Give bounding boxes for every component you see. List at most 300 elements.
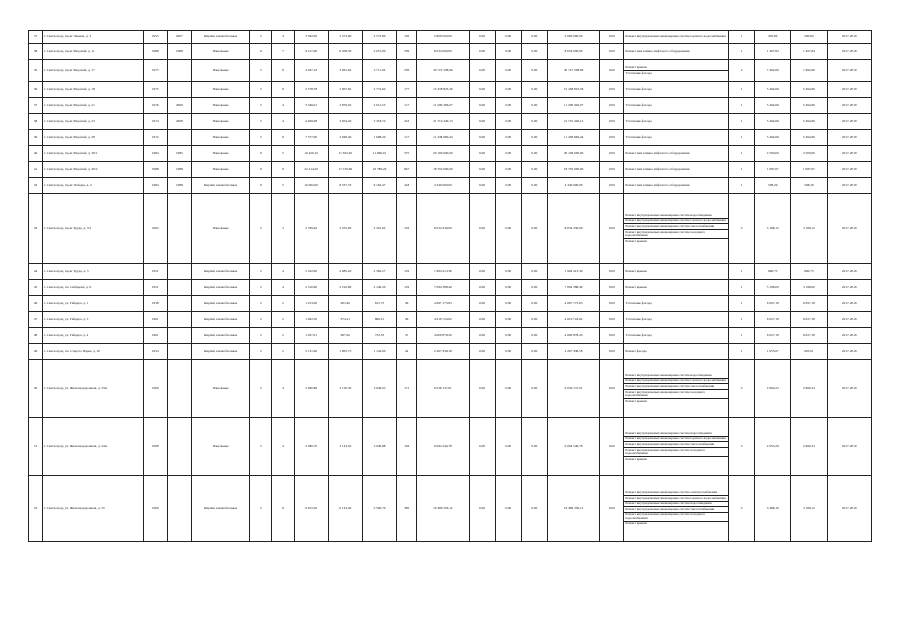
floors-cell: 2 [250,280,272,296]
total-cost-cell: 8 034 439,09 [417,194,469,264]
address-cell: г. Светлоград, пл. Сибирова, д. 9 [43,280,144,296]
deadline-cell: 2017-2019 [827,31,871,44]
total-cost-cell: 2 267 438,18 [417,344,469,360]
total-area-cell: 3 346,01 [294,98,328,114]
table-row [29,280,872,296]
work-item: Ремонт фасада [625,348,647,353]
total-area-cell: 9 417,00 [294,44,328,60]
total-area-cell: 3 490,86 [294,360,328,418]
total-area-cell: 2 310,60 [294,280,328,296]
table-row [29,264,872,280]
works-cell [624,146,729,162]
unit-cost-cell: 660,73 [755,264,791,280]
row-number-cell: 41 [29,162,43,178]
works-cell [624,162,729,178]
owners-finance-cell: 8 034 000,00 [547,44,599,60]
unit-cost-cell: 1 497,84 [755,44,791,60]
unit-cost-cell: 295,84 [755,31,791,44]
works-cell [624,280,729,296]
work-item: Утепление фасада [625,300,652,305]
total-cost-cell: 1 994 413,36 [417,264,469,280]
residents-cell: 119 [397,280,417,296]
year-built-cell: 1974 [143,114,167,130]
floors-cell: 9 [250,44,272,60]
work-item: Ремонт или замена лифтового оборудования [625,48,690,53]
residential-area-cell: 16 789,26 [362,162,396,178]
residential-area-cell: 3 711,04 [362,60,396,82]
works-list [624,135,728,140]
floors-cell: 2 [250,194,272,264]
year-built-cell: 1976 [143,98,167,114]
address-cell: г. Светлоград, пр-кт Морской, д. 30/2 [43,162,144,178]
budget-finance-cell: 0,00 [495,344,521,360]
living-area-cell: 1 905,73 [328,344,362,360]
deadline-cell: 2017-2019 [827,328,871,344]
budget-finance-cell: 0,00 [495,476,521,542]
fund-finance-cell: 0,00 [469,296,495,312]
wall-material-cell: Панельные [191,130,249,146]
budget-finance-cell: 0,00 [495,114,521,130]
row-number-cell: 37 [29,31,43,44]
other-finance-cell: 0,00 [600,178,624,194]
wall-material-cell: Панельные [191,194,249,264]
max-cost-cell: 660,73 [791,264,827,280]
work-item: Ремонт внутридомовых инженерных систем холодного водоснабжения [624,390,728,399]
work-item: Ремонт внутридомовых инженерных систем теплоснабжения [624,384,728,390]
total-area-cell: 10 429,10 [294,146,328,162]
budget-finance-cell: 0,00 [495,162,521,178]
other-finance-cell: 0,00 [600,360,624,418]
living-area-cell: 967,02 [328,328,362,344]
row-number-cell: 52 [29,476,43,542]
deadline-cell: 2017-2019 [827,44,871,60]
entrances-cell: 5 [272,178,294,194]
floors-cell: 5 [250,476,272,542]
living-area-cell: 974,21 [328,312,362,328]
table-row [29,44,872,60]
unit-cost-cell: 7 492,69 [755,60,791,82]
other-finance-cell: 0,00 [600,418,624,476]
table-row [29,312,872,328]
municipal-finance-cell: 0,00 [521,146,547,162]
works-list [624,35,728,40]
entrances-cell: 7 [272,44,294,60]
deadline-cell: 2017-2019 [827,476,871,542]
residential-area-cell: 1 142,00 [362,344,396,360]
entrances-cell: 4 [272,98,294,114]
other-finance-cell: 0,00 [600,280,624,296]
works-cell [624,296,729,312]
table-row [29,146,872,162]
works-cell [624,31,729,44]
entrances-cell: 2 [272,328,294,344]
year-reconstruction-cell [167,82,191,98]
residents-cell: 847 [397,162,417,178]
work-item: Ремонт внутридомовых инженерных систем водоотведения [624,373,728,379]
municipal-finance-cell: 0,00 [521,312,547,328]
address-cell: г. Светлоград, пр-кт Морской, д. 17 [43,60,144,82]
owners-finance-cell: 11 299 306,07 [547,98,599,114]
works-list [624,49,728,54]
unit-cost-cell: 5 494,69 [755,98,791,114]
residential-area-cell: 5 590,70 [362,476,396,542]
max-cost-cell: 3 198,00 [791,280,827,296]
work-item: Ремонт или замена лифтового оборудования [625,182,690,187]
works-list [624,285,728,290]
residents-cell: 385 [397,476,417,542]
owners-finance-cell: 21 710 449,13 [547,114,599,130]
budget-finance-cell: 0,00 [495,31,521,44]
fund-finance-cell: 0,00 [469,476,495,542]
max-cost-cell: 6 097,18 [791,296,827,312]
other-finance-cell: 0,00 [600,476,624,542]
budget-finance-cell: 0,00 [495,194,521,264]
deadline-cell: 2017-2019 [827,178,871,194]
work-item: Ремонт внутридомовых инженерных систем холодного водоснабжения [624,230,728,239]
row-number-cell: 38 [29,114,43,130]
total-area-cell: 2 192,00 [294,264,328,280]
budget-finance-cell: 0,00 [495,44,521,60]
year-reconstruction-cell: 2009 [167,98,191,114]
max-cost-cell: 5 494,69 [791,114,827,130]
residents-cell: 46 [397,312,417,328]
year-built-cell: 1955 [143,31,167,44]
floors-cell: 9 [250,178,272,194]
residential-area-cell: 896,21 [362,312,396,328]
year-built-cell: 1961 [143,328,167,344]
budget-finance-cell: 0,00 [495,312,521,328]
total-area-cell: 2 131,60 [294,344,328,360]
priority-cell: 1 [728,280,754,296]
residential-area-cell: 11 096,01 [362,146,396,162]
floors-cell: 5 [250,60,272,82]
wall-material-cell: Кирпич шлакоблочные [191,264,249,280]
max-cost-cell: 1 497,84 [791,44,827,60]
total-cost-cell: 4 616 724,62 [417,312,469,328]
work-item: Ремонт внутридомовых инженерных систем водоотведения [624,502,728,508]
residential-area-cell: 3 318,74 [362,114,396,130]
priority-cell: 5 [728,476,754,542]
work-item: Ремонт внутридомовых инженерных систем горячего водоснабжения [624,437,728,443]
total-area-cell: 3 378,78 [294,82,328,98]
other-finance-cell: 0,00 [600,264,624,280]
other-finance-cell: 0,00 [600,44,624,60]
residential-area-cell: 1 608,20 [362,130,396,146]
table-row [29,31,872,44]
year-reconstruction-cell [167,194,191,264]
total-area-cell: 1 062,50 [294,312,328,328]
municipal-finance-cell: 0,00 [521,476,547,542]
year-reconstruction-cell [167,280,191,296]
deadline-cell: 2017-2019 [827,360,871,418]
wall-material-cell: Кирпич шлакоблочные [191,280,249,296]
year-reconstruction-cell [167,418,191,476]
living-area-cell: 6 143,40 [328,476,362,542]
unit-cost-cell: 5 494,69 [755,82,791,98]
works-cell [624,360,729,418]
year-reconstruction-cell [167,476,191,542]
works-cell [624,328,729,344]
max-cost-cell: 7 492,69 [791,60,827,82]
other-finance-cell: 0,00 [600,194,624,264]
entrances-cell: 9 [272,162,294,178]
year-built-cell: 1951 [143,280,167,296]
unit-cost-cell: 2 500,00 [755,146,791,162]
living-area-cell: 3 143,50 [328,418,362,476]
wall-material-cell: Кирпич шлакоблочные [191,312,249,328]
living-area-cell: 2 876,02 [328,98,362,114]
address-cell: г. Светлоград, пр-кт Морской, д. 28 [43,130,144,146]
residential-area-cell: 2 051,09 [362,44,396,60]
deadline-cell: 2017-2019 [827,162,871,178]
owners-finance-cell: 11 438 669,44 [547,130,599,146]
deadline-cell: 2017-2019 [827,312,871,328]
municipal-finance-cell: 0,00 [521,60,547,82]
work-item: Ремонт или замена лифтового оборудования [625,166,690,171]
max-cost-cell: 5 494,69 [791,130,827,146]
year-reconstruction-cell [167,130,191,146]
row-number-cell: 38 [29,44,43,60]
work-item: Ремонт крыши [625,456,647,461]
other-finance-cell: 0,00 [600,60,624,82]
budget-finance-cell: 0,00 [495,146,521,162]
residential-area-cell: 2 140,20 [362,280,396,296]
year-built-cell: 1975 [143,60,167,82]
entrances-cell: 2 [272,344,294,360]
row-number-cell: 40 [29,146,43,162]
row-number-cell: 48 [29,328,43,344]
residents-cell: 47 [397,328,417,344]
living-area-cell: 8 458,30 [328,44,362,60]
total-cost-cell: 2 609 000,00 [417,31,469,44]
unit-cost-cell: 508,29 [755,178,791,194]
living-area-cell: 2 685,20 [328,264,362,280]
work-item: Ремонт внутридомовых инженерных систем теплоснабжения [624,224,728,230]
owners-finance-cell: 29 106 000,00 [547,146,599,162]
table-row [29,98,872,114]
work-item: Ремонт внутридомовых инженерных систем горячего водоснабжения [624,219,728,225]
owners-finance-cell: 4 340 000,00 [547,178,599,194]
works-list [624,119,728,124]
work-item: Ремонт внутридомовых инженерных систем водоотведения [624,431,728,437]
priority-cell: 5 [728,194,754,264]
unit-cost-cell: 1 087,67 [755,162,791,178]
deadline-cell: 2017-2019 [827,296,871,312]
works-list [624,213,728,243]
floors-cell: 5 [250,98,272,114]
owners-finance-cell: 9 094 546,78 [547,418,599,476]
entrances-cell: 4 [272,31,294,44]
works-list [624,167,728,172]
wall-material-cell: Кирпич шлакоблочные [191,178,249,194]
priority-cell: 1 [728,296,754,312]
fund-finance-cell: 0,00 [469,146,495,162]
year-built-cell: 1988 [143,162,167,178]
deadline-cell: 2017-2019 [827,60,871,82]
owners-finance-cell: 9 036 137,91 [547,360,599,418]
work-item: Ремонт внутридомовых инженерных систем теплоснабжения [624,442,728,448]
unit-cost-cell: 3 198,00 [755,280,791,296]
work-item: Утепление фасада [625,118,652,123]
address-cell: г. Светлоград, пр-кт Победы, д. 4 [43,178,144,194]
max-cost-cell: 2 500,00 [791,146,827,162]
total-cost-cell: 9 036 137,91 [417,360,469,418]
work-item: Ремонт крыши [625,398,647,403]
floors-cell: 9 [250,146,272,162]
wall-material-cell: Кирпич шлакоблочные [191,344,249,360]
residential-area-cell: 815,75 [362,296,396,312]
residential-area-cell: 2 012,53 [362,98,396,114]
year-reconstruction-cell [167,328,191,344]
entrances-cell: 6 [272,82,294,98]
municipal-finance-cell: 0,00 [521,98,547,114]
address-cell: г. Светлоград, пр-кт Ленина, д. 3 [43,31,144,44]
year-reconstruction-cell [167,344,191,360]
priority-cell: 1 [728,344,754,360]
total-area-cell: 4 497,10 [294,60,328,82]
row-number-cell: 43 [29,194,43,264]
works-list [624,103,728,108]
capital-repair-table [28,30,872,542]
budget-finance-cell: 0,00 [495,360,521,418]
table-row [29,360,872,418]
living-area-cell: 2 573,90 [328,31,362,44]
total-cost-cell: 29 106 000,00 [417,146,469,162]
works-list [624,65,728,75]
entrances-cell: 2 [272,296,294,312]
year-reconstruction-cell [167,312,191,328]
work-item: Ремонт внутридомовых инженерных систем холодного водоснабжения [624,448,728,457]
works-cell [624,130,729,146]
table-row [29,82,872,98]
municipal-finance-cell: 0,00 [521,418,547,476]
year-reconstruction-cell [167,60,191,82]
priority-cell: 5 [728,418,754,476]
total-cost-cell: 21 710 449,13 [417,114,469,130]
total-area-cell: 3 592,00 [294,31,328,44]
priority-cell: 1 [728,130,754,146]
max-cost-cell: 903,01 [791,344,827,360]
owners-finance-cell: 30 721 508,96 [547,60,599,82]
year-reconstruction-cell: 2007 [167,31,191,44]
priority-cell: 1 [728,178,754,194]
year-built-cell: 1960 [143,360,167,418]
municipal-finance-cell: 0,00 [521,44,547,60]
total-area-cell: 4 499,08 [294,114,328,130]
max-cost-cell: 5 494,69 [791,82,827,98]
owners-finance-cell: 4 697 173,63 [547,296,599,312]
other-finance-cell: 0,00 [600,130,624,146]
living-area-cell: 17 159,60 [328,162,362,178]
address-cell: г. Светлоград, пр-кт Морской, д. 11 [43,44,144,60]
residents-cell: 117 [397,98,417,114]
works-cell [624,114,729,130]
address-cell: г. Светлоград, пр-кт Труда, д. 5 [43,264,144,280]
work-item: Утепление фасада [625,332,652,337]
fund-finance-cell: 0,00 [469,82,495,98]
works-list [624,373,728,403]
floors-cell: 2 [250,344,272,360]
address-cell: г. Светлоград, ул. Железнодорожная, д. 34А [43,418,144,476]
fund-finance-cell: 0,00 [469,280,495,296]
other-finance-cell: 0,00 [600,344,624,360]
residential-area-cell: 3 049,03 [362,360,396,418]
municipal-finance-cell: 0,00 [521,280,547,296]
residents-cell: 243 [397,114,417,130]
priority-cell: 1 [728,98,754,114]
budget-finance-cell: 0,00 [495,82,521,98]
owners-finance-cell: 19 489 356,12 [547,476,599,542]
living-area-cell: 11 633,20 [328,146,362,162]
year-reconstruction-cell [167,360,191,418]
address-cell: г. Светлоград, пр-кт Морской, д. 21 [43,98,144,114]
deadline-cell: 2017-2019 [827,344,871,360]
residential-area-cell: 6 162,47 [362,178,396,194]
priority-cell: 2 [728,60,754,82]
deadline-cell: 2017-2019 [827,146,871,162]
municipal-finance-cell: 0,00 [521,296,547,312]
municipal-finance-cell: 0,00 [521,114,547,130]
year-built-cell: 1984 [143,146,167,162]
unit-cost-cell: 6 027,18 [755,312,791,328]
year-built-cell: 1968 [143,418,167,476]
deadline-cell: 2017-2019 [827,98,871,114]
total-cost-cell: 30 721 508,96 [417,60,469,82]
works-list [624,431,728,461]
works-list [624,317,728,322]
residents-cell: 102 [397,31,417,44]
floors-cell: 5 [250,82,272,98]
work-item: Ремонт крыши [625,268,647,273]
entrances-cell: 5 [272,146,294,162]
work-item: Ремонт внутридомовых инженерных систем горячего водоснабжения [624,379,728,385]
deadline-cell: 2017-2019 [827,130,871,146]
wall-material-cell: Панельные [191,162,249,178]
year-built-cell: 1951 [143,264,167,280]
work-item: Ремонт внутридомовых инженерных систем горячего водоснабжения [624,496,728,502]
works-list [624,183,728,188]
total-cost-cell: 11 299 306,07 [417,98,469,114]
works-list [624,349,728,354]
row-number-cell: 49 [29,344,43,360]
wall-material-cell: Панельные [191,146,249,162]
other-finance-cell: 0,00 [600,82,624,98]
priority-cell: 1 [728,146,754,162]
priority-cell: 1 [728,114,754,130]
table-row [29,130,872,146]
row-number-cell: 37 [29,98,43,114]
year-reconstruction-cell: 1988 [167,44,191,60]
works-cell [624,312,729,328]
budget-finance-cell: 0,00 [495,296,521,312]
unit-cost-cell: 6 097,18 [755,296,791,312]
budget-finance-cell: 0,00 [495,264,521,280]
owners-finance-cell: 2 609 000,00 [547,31,599,44]
deadline-cell: 2017-2019 [827,280,871,296]
owners-finance-cell: 15 438 823,36 [547,82,599,98]
living-area-cell: 2 192,80 [328,280,362,296]
address-cell: г. Светлоград, ул. Гайдара, д. 4 [43,328,144,344]
total-cost-cell: 18 702 000,00 [417,162,469,178]
year-built-cell: 1969 [143,476,167,542]
entrances-cell: 6 [272,130,294,146]
max-cost-cell: 3 168,12 [791,194,827,264]
residents-cell: 375 [397,146,417,162]
entrances-cell: 2 [272,312,294,328]
table-row [29,418,872,476]
fund-finance-cell: 0,00 [469,60,495,82]
address-cell: г. Светлоград, пл. Старого Парка, д. 10 [43,344,144,360]
